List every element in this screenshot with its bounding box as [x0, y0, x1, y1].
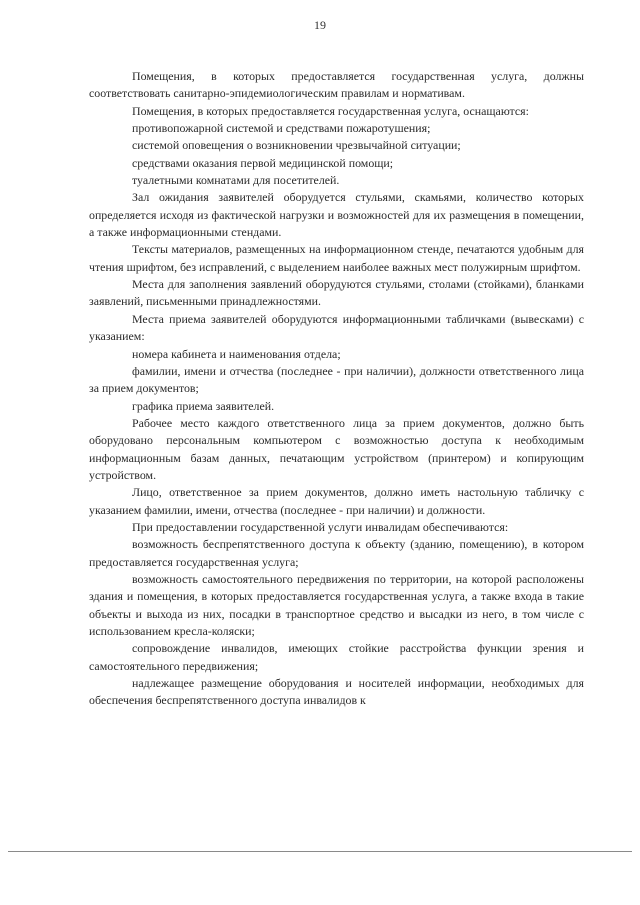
paragraph: возможность самостоятельного передвижения по территории, на которой расположены здания и помещения, в которых предоставляется государственная услуга, а также входа в такие объекты и выхода из них, посадки в транспортное средство и высадки из него, в том числе с использованием кресла-коляски;: [89, 571, 584, 638]
list-item: туалетными комнатами для посетителей.: [132, 173, 340, 188]
paragraph: возможность беспрепятственного доступа к объекту (зданию, помещению), в котором предоставляется государственная услуга;: [89, 537, 584, 569]
paragraph: Зал ожидания заявителей оборудуется стульями, скамьями, количество которых определяется исходя из фактической нагрузки и возможностей для их размещения в помещении, а также информационными стендами.: [89, 190, 584, 240]
paragraph: При предоставлении государственной услуги инвалидам обеспечиваются:: [132, 519, 509, 534]
paragraph: Лицо, ответственное за прием документов, должно иметь настольную табличку с указанием фамилии, имени, отчества (последнее - при наличии) и должности.: [89, 485, 584, 517]
paragraph: Помещения, в которых предоставляется государственная услуга, должны соответствовать санитарно-эпидемиологическим правилам и нормативам.: [89, 69, 584, 101]
paragraph: Места приема заявителей оборудуются информационными табличками (вывесками) с указанием:: [89, 311, 584, 344]
paragraph: сопровождение инвалидов, имеющих стойкие расстройства функции зрения и самостоятельного передвижения;: [89, 641, 584, 673]
paragraph: фамилии, имени и отчества (последнее - при наличии), должности ответственного лица за прием документов;: [89, 363, 584, 396]
list-item: средствами оказания первой медицинской помощи;: [132, 155, 394, 170]
paragraph: Рабочее место каждого ответственного лица за прием документов, должно быть оборудовано персональным компьютером с возможностью доступа к необходимым информационным базам данных, печатающим устройством (принтером) и копирующим устройством.: [89, 415, 584, 482]
list-item: графика приема заявителей.: [132, 398, 275, 413]
bottom-divider: [8, 851, 632, 852]
page-number: 19: [314, 18, 326, 32]
paragraph: надлежащее размещение оборудования и носителей информации, необходимых для обеспечения беспрепятственного доступа инвалидов к: [89, 676, 584, 708]
list-item: номера кабинета и наименования отдела;: [132, 346, 341, 361]
list-item: системой оповещения о возникновении чрезвычайной ситуации;: [132, 138, 461, 153]
list-item: противопожарной системой и средствами пожаротушения;: [132, 121, 431, 136]
paragraph: Тексты материалов, размещенных на информационном стенде, печатаются удобным для чтения шрифтом, без исправлений, с выделением наиболее важных мест полужирным шрифтом.: [89, 242, 584, 274]
document-body: [89, 68, 584, 710]
paragraph: Места для заполнения заявлений оборудуются стульями, столами (стойками), бланками заявлений, письменными принадлежностями.: [89, 277, 584, 309]
paragraph: Помещения, в которых предоставляется государственная услуга, оснащаются:: [132, 103, 529, 118]
